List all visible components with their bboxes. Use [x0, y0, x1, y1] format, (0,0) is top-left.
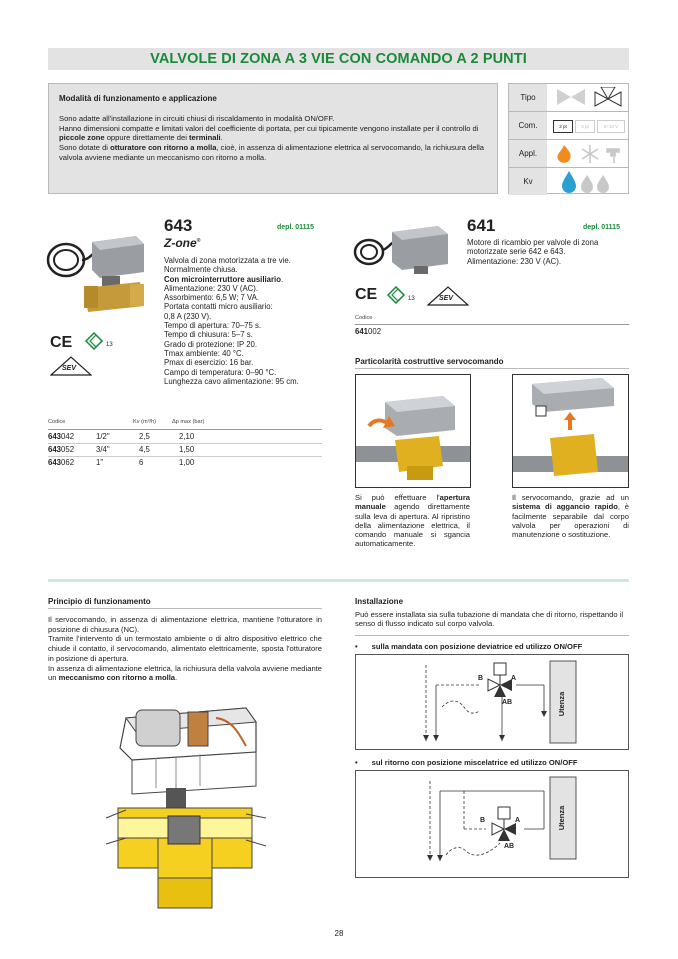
p643-l1: Valvola di zona motorizzata a tre vie. — [164, 256, 291, 265]
p641-l3: Alimentazione: 230 V (AC). — [467, 256, 562, 266]
row-kv: 2,5 — [139, 432, 150, 441]
features-divider — [355, 368, 629, 369]
feat-left-a: Si può effettuare l' — [355, 493, 440, 502]
table-cell — [96, 432, 110, 441]
diag1-label-B: B — [478, 675, 484, 682]
table-header-code: Codice — [48, 419, 66, 425]
table-divider — [48, 429, 322, 430]
table-row — [48, 457, 322, 469]
diagram-supply — [355, 654, 629, 750]
valve-type-icon — [553, 87, 625, 108]
section-separator — [48, 579, 629, 582]
principle-p3a: In assenza di alimentazione elettrica, la richiusura della valvola avviene mediante un — [48, 663, 322, 683]
table-cell — [139, 458, 143, 467]
p643-l7: 0,8 A (230 V). — [164, 311, 212, 321]
mode-p3b: otturatore con ritorno a molla — [110, 143, 217, 153]
p643-l3 — [164, 275, 334, 284]
p643-l5: Assorbimento: 6,5 W; 7 VA. — [164, 293, 260, 303]
classification-box — [508, 83, 629, 194]
principle-text — [48, 615, 322, 683]
row-size: 1/2" — [96, 432, 110, 441]
p643-l3-bold: Con microinterruttore ausiliario — [164, 274, 281, 284]
install-heading: Installazione — [355, 597, 404, 606]
table-cell — [139, 432, 150, 441]
p643-brand-tm: ® — [196, 238, 201, 244]
p643-l3-end: . — [280, 274, 284, 284]
row-kv: 4,5 — [139, 445, 150, 454]
p641-codice-label: Codice — [355, 315, 373, 321]
com-label: Com. — [509, 112, 547, 139]
feat-left-b: apertura manuale — [355, 493, 470, 512]
mode-p3a: Sono dotate di — [59, 143, 111, 153]
p641-depl: depl. 01115 — [583, 224, 620, 231]
mode-p1: Sono adatte all'installazione in circuiti chiusi di riscaldamento in modalità ON/OFF. — [59, 114, 335, 123]
mode-heading: Modalità di funzionamento e applicazione — [59, 94, 217, 103]
p643-l14: Lunghezza cavo alimentazione: 95 cm. — [164, 376, 299, 386]
features-heading: Particolarità costruttive servocomando — [355, 357, 504, 366]
diag2-label-A: A — [515, 817, 521, 824]
row-code-prefix: 643 — [48, 445, 62, 454]
p643-l6: Portata contatti micro ausiliario: — [164, 302, 273, 312]
p643-l9: Tempo di chiusura: 5–7 s. — [164, 330, 253, 340]
diagram-return — [355, 770, 629, 878]
row-dp: 1,00 — [179, 458, 195, 467]
principle-p3b: meccanismo con ritorno a molla — [58, 673, 176, 683]
sev-text-641: SEV — [439, 295, 454, 302]
feat-right-b: sistema di aggancio rapido — [512, 502, 618, 512]
row-kv: 6 — [139, 458, 144, 467]
diag2-utenza: Utenza — [557, 805, 566, 831]
manual-opening-image — [355, 374, 471, 488]
page-number: 28 — [334, 929, 344, 938]
mode-box — [48, 83, 498, 194]
table-cell — [48, 458, 74, 467]
row-dp: 2,10 — [179, 432, 195, 441]
table-row — [48, 444, 322, 457]
p643-l2: Normalmente chiusa. — [164, 265, 238, 275]
p643-l12: Pmax di esercizio: 16 bar. — [164, 358, 254, 368]
appl-label: Appl. — [509, 140, 547, 167]
p643-brand — [164, 236, 200, 250]
row-code-suffix: 062 — [61, 458, 75, 467]
bullet-1-text: sulla mandata con posizione deviatrice ed utilizzo ON/OFF — [371, 642, 583, 651]
install-divider — [355, 635, 629, 636]
tipo-row — [509, 84, 628, 112]
snowflake-icon — [582, 145, 598, 163]
p643-l10: Grado di protezione: IP 20. — [164, 339, 258, 349]
row-code-prefix: 643 — [48, 432, 62, 441]
p643-l8: Tempo di apertura: 70–75 s. — [164, 321, 262, 331]
principle-heading: Principio di funzionamento — [48, 597, 151, 606]
mode-p2c: oppure direttamente dei — [104, 133, 190, 143]
diagram-supply-lines — [356, 655, 628, 749]
kv-row — [509, 168, 628, 195]
manual-opening-text — [355, 493, 470, 549]
feat-right-a: Il servocomando, grazie ad un — [512, 493, 629, 502]
diag2-label-B: B — [480, 817, 486, 824]
com-3pt: 3 pt — [575, 120, 595, 133]
p643-l13: Campo di temperatura: 0–90 °C. — [164, 367, 277, 377]
table-cell — [179, 458, 194, 467]
install-text: Può essere installata sia sulla tubazione di mandata che di ritorno, rispettando il senso di flusso indicato sul corpo valvola. — [355, 610, 624, 629]
bullet-2-dot: • — [355, 758, 358, 767]
table-header-dp: Δp max (bar) — [172, 419, 205, 425]
p641-l1: Motore di ricambio per valvole di zona — [467, 238, 599, 247]
diag1-label-A: A — [511, 675, 517, 682]
imq-logo-641 — [386, 286, 410, 304]
kv-label: Kv — [509, 168, 547, 195]
bullet-1-dot: • — [355, 642, 358, 651]
p641-code-suffix: 002 — [368, 327, 382, 336]
tipo-label: Tipo — [509, 84, 547, 111]
table-cell — [139, 445, 150, 454]
p643-l4: Alimentazione: 230 V (AC). — [164, 283, 259, 293]
install-bullet-1 — [355, 642, 582, 651]
row-code-suffix: 052 — [61, 445, 75, 454]
principle-p3 — [48, 664, 322, 683]
mode-p2e: . — [220, 133, 223, 143]
code-table — [48, 431, 322, 469]
row-code-prefix: 643 — [48, 458, 62, 467]
quick-coupling-text — [512, 493, 629, 539]
row-code-suffix: 042 — [61, 432, 75, 441]
mode-p2d: terminali — [189, 133, 221, 143]
kv-drops-icon — [561, 170, 621, 194]
p643-depl: depl. 01115 — [277, 224, 314, 231]
page-title: VALVOLE DI ZONA A 3 VIE CON COMANDO A 2 PUNTI — [150, 51, 527, 67]
row-dp: 1,50 — [179, 445, 195, 454]
cutaway-valve-image — [96, 698, 272, 910]
p641-code: 641 — [467, 216, 496, 235]
mode-text — [59, 114, 489, 163]
mode-p2b: piccole zone — [59, 133, 105, 143]
appl-row — [509, 140, 628, 168]
com-0-10v: 0÷10 V — [597, 120, 625, 133]
com-row — [509, 112, 628, 140]
mode-p2a: Hanno dimensioni compatte e limitati valori del coefficiente di portata, per cui tipicamente vengono installate per il controllo di — [59, 123, 479, 133]
flame-icon — [558, 145, 571, 163]
tap-icon — [607, 149, 619, 163]
diag2-label-AB: AB — [504, 843, 515, 850]
ce-mark-643: CE — [50, 334, 73, 351]
p643-brand-name: Z-one — [164, 236, 197, 250]
imq-num-641: 13 — [408, 296, 415, 302]
diagram-return-lines — [356, 771, 628, 877]
p641-code-prefix: 641 — [355, 327, 369, 336]
valve-643-image — [44, 222, 154, 314]
row-size: 3/4" — [96, 445, 110, 454]
sev-text-643: SEV — [62, 365, 77, 372]
table-cell — [179, 445, 194, 454]
ce-mark-641: CE — [355, 286, 378, 303]
p641-divider — [355, 324, 629, 325]
bullet-2-text: sul ritorno con posizione miscelatrice ed utilizzo ON/OFF — [371, 758, 578, 767]
table-header-kv: Kv (m³/h) — [133, 419, 156, 425]
p643-l11: Tmax ambiente: 40 °C. — [164, 348, 244, 358]
diag1-label-AB: AB — [502, 699, 513, 706]
principle-p3c: . — [175, 673, 178, 683]
p641-l2: motorizzate serie 642 e 643. — [467, 247, 566, 257]
p643-code: 643 — [164, 216, 193, 235]
application-icons — [555, 143, 625, 165]
table-cell — [96, 458, 103, 467]
title-bar — [48, 48, 629, 70]
table-cell — [48, 445, 74, 454]
mode-p3c: , cioè, in assenza di alimentazione elettrica al servocomando, la richiusura della valvola avviene mediante un meccanismo con ritorno a molla. — [59, 143, 485, 162]
principle-p1: Il servocomando, in assenza di alimentazione elettrica, mantiene l'otturatore in posizione di chiusura (NC). — [48, 615, 322, 634]
install-bullet-2 — [355, 758, 578, 767]
p641-specs — [467, 238, 632, 266]
feat-left-c: agendo direttamente sulla leva di apertura. Al ripristino della alimentazione elettrica, il comando manuale si sgancia automaticamente. — [355, 502, 470, 549]
imq-num-643: 13 — [106, 342, 113, 348]
quick-coupling-image — [512, 374, 629, 488]
p643-specs — [164, 256, 334, 386]
com-2pt: 2 pt — [553, 120, 573, 133]
principle-p2: Tramite l'intervento di un termostato ambiente o di altro dispositivo elettrico che chiude il contatto, il servocomando, alimentato elettricamente, sposta l'otturatore in posizione di apertura. — [48, 634, 322, 663]
table-cell — [179, 432, 194, 441]
principle-divider — [48, 608, 322, 609]
diag1-utenza: Utenza — [557, 691, 566, 717]
p641-code-row — [355, 327, 381, 336]
table-cell — [48, 432, 74, 441]
imq-logo-643 — [84, 332, 108, 350]
feat-right-c: , è facilmente separabile dal corpo valvola per operazioni di manutenzione o sostituzione. — [512, 502, 629, 540]
table-cell — [96, 445, 110, 454]
table-row — [48, 431, 322, 444]
motor-641-image — [352, 222, 457, 276]
row-size: 1" — [96, 458, 104, 467]
